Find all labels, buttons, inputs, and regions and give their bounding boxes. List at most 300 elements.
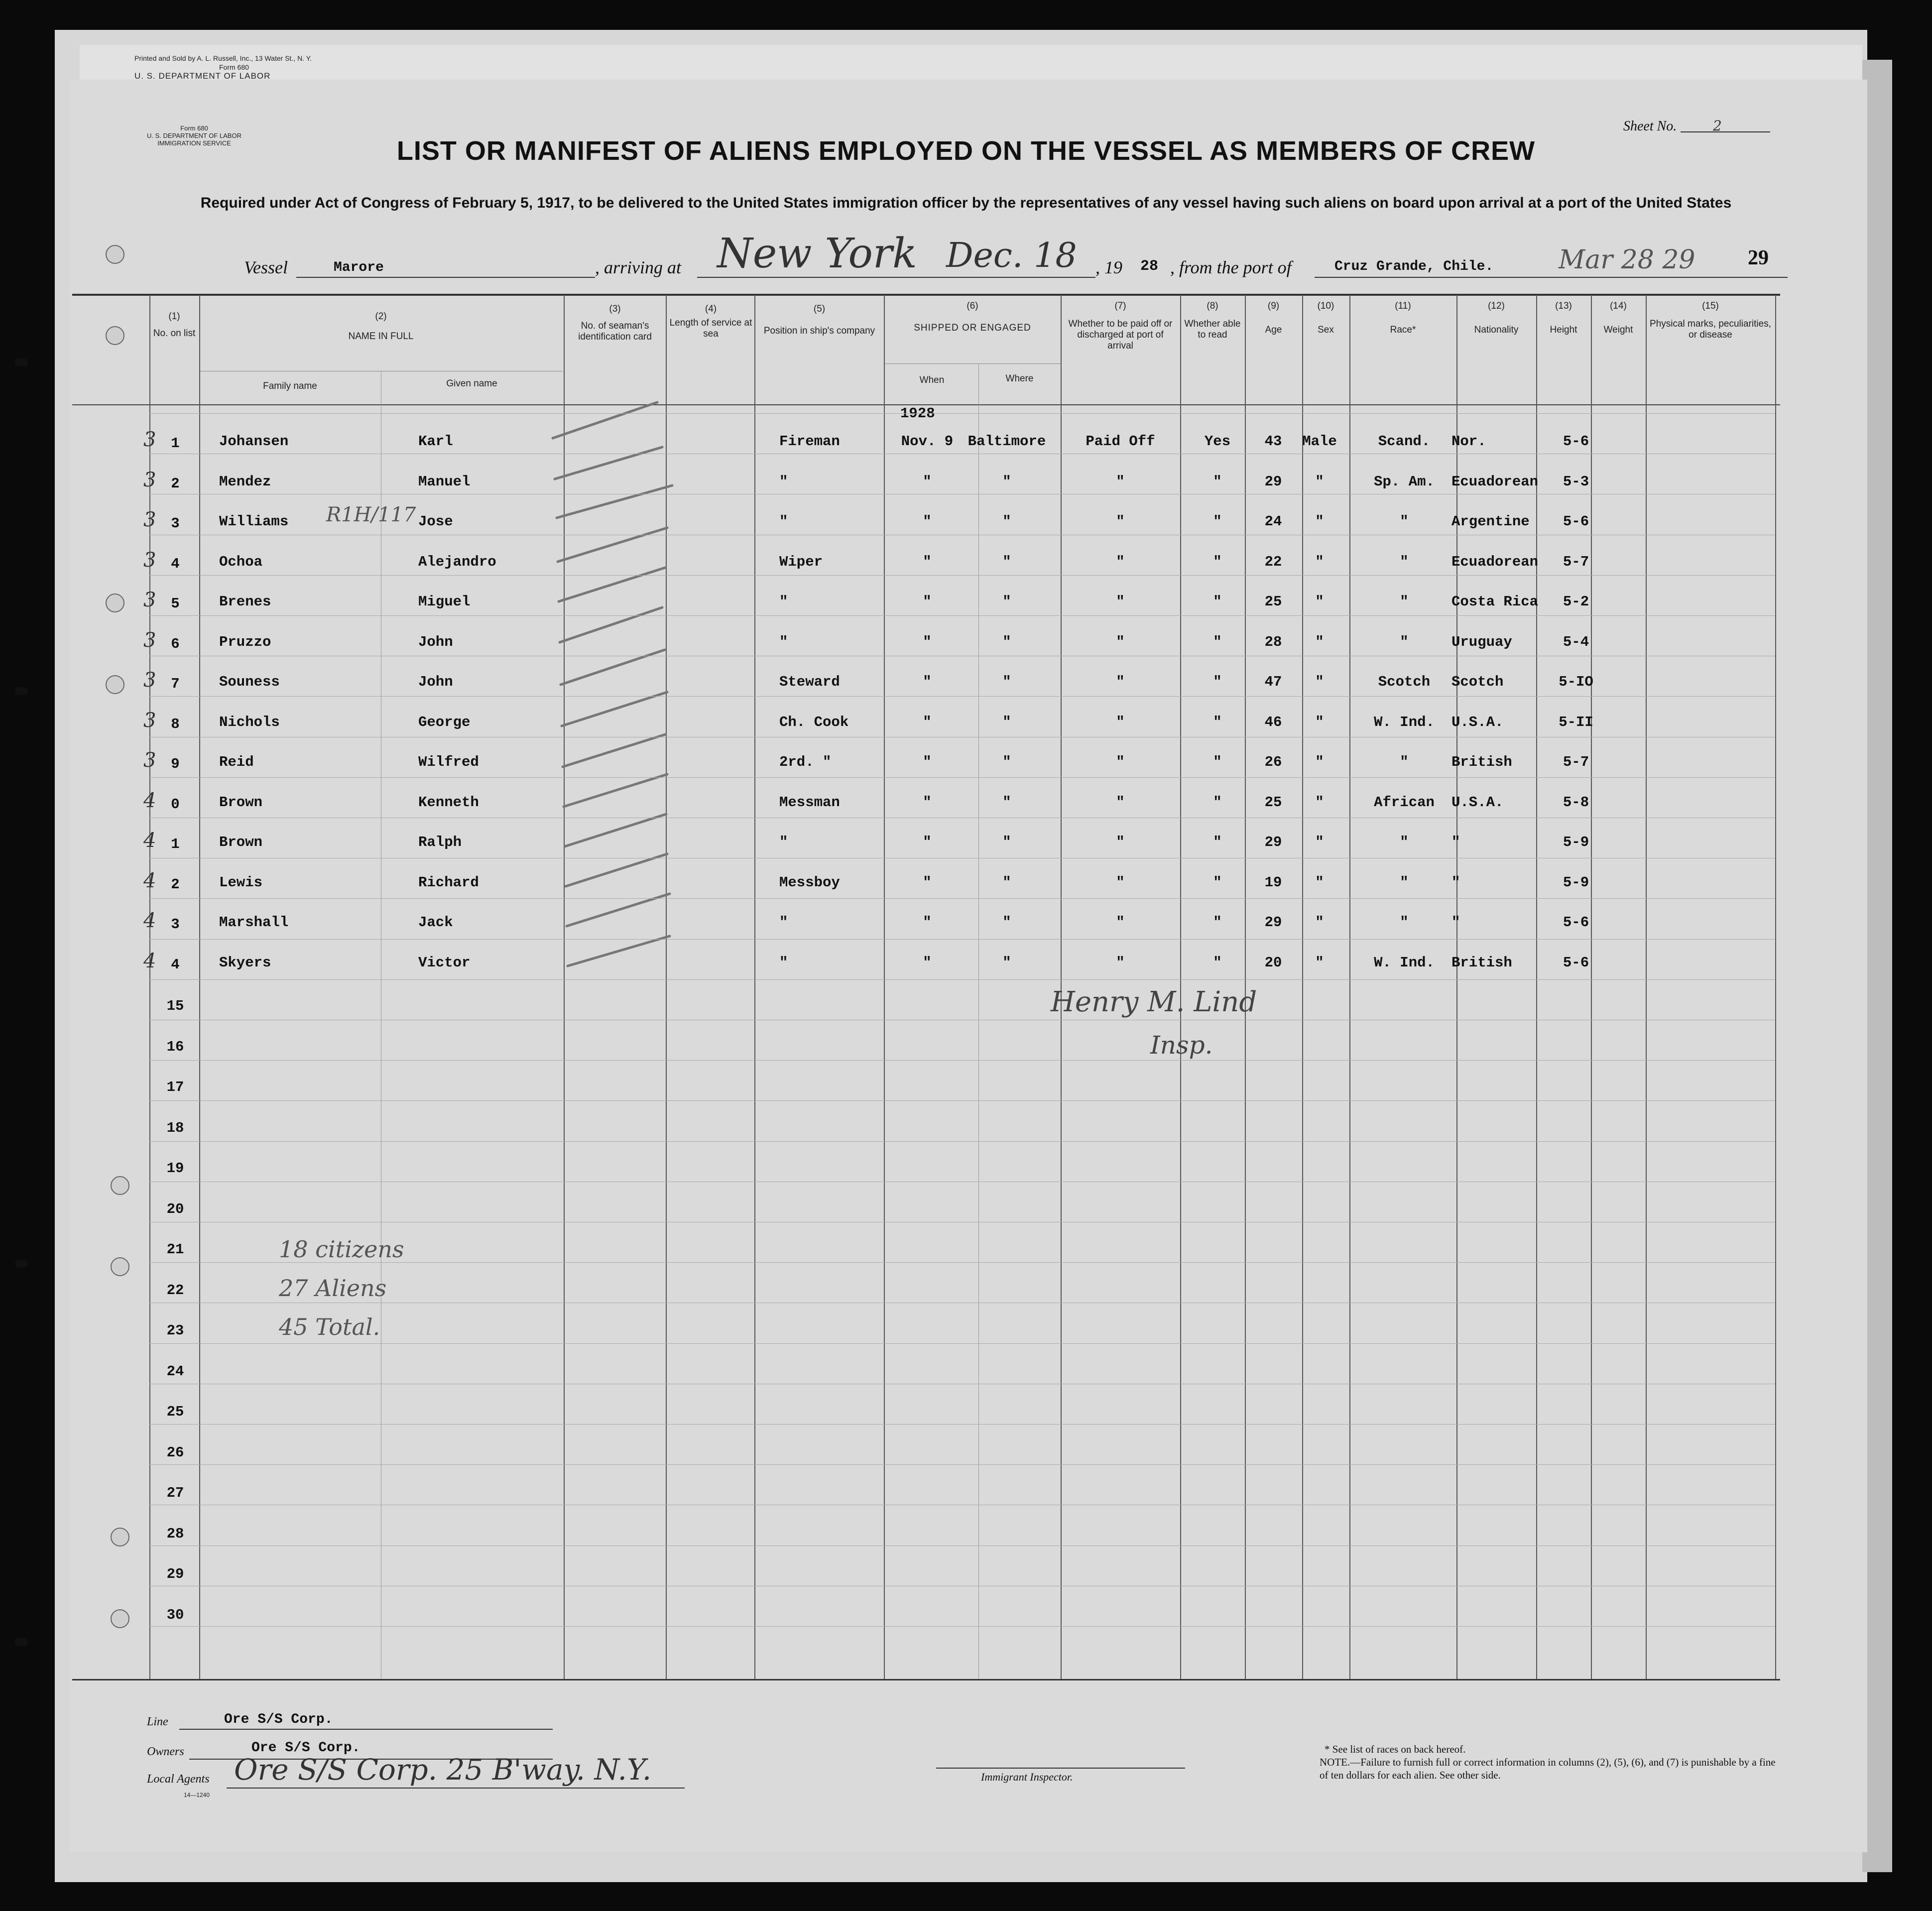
position-cell: Steward bbox=[779, 674, 840, 690]
shipped-when-cell: " bbox=[923, 754, 932, 770]
col-4-header: (4) Length of service at sea bbox=[669, 304, 752, 339]
height-cell: 5-6 bbox=[1563, 513, 1589, 530]
race-cell: W. Ind. bbox=[1374, 714, 1435, 730]
position-cell: " bbox=[779, 513, 788, 530]
sex-cell: " bbox=[1315, 954, 1324, 971]
binder-hole bbox=[106, 594, 124, 612]
col-divider bbox=[754, 295, 755, 1679]
row-rule bbox=[149, 979, 1775, 980]
shipped-where-cell: Baltimore bbox=[967, 433, 1046, 450]
age-cell: 47 bbox=[1264, 674, 1282, 690]
row-number-prefix: 3 bbox=[143, 589, 156, 611]
empty-row-number: 23 bbox=[166, 1322, 184, 1339]
year-above-first-row: 1928 bbox=[900, 405, 935, 422]
age-cell: 19 bbox=[1264, 874, 1282, 891]
position-cell: " bbox=[779, 914, 788, 931]
row-number: 4 bbox=[171, 956, 180, 973]
sheet-underline bbox=[1681, 131, 1770, 132]
col-divider bbox=[1591, 295, 1592, 1679]
family-name-cell: Mendez bbox=[219, 473, 271, 490]
nationality-cell: Argentine bbox=[1451, 513, 1530, 530]
empty-row-number: 24 bbox=[166, 1363, 184, 1380]
table-bottom-rule bbox=[72, 1679, 1780, 1680]
row-rule bbox=[149, 939, 1775, 940]
shipped-where-cell: " bbox=[1002, 553, 1011, 570]
line-value: Ore S/S Corp. bbox=[224, 1712, 333, 1727]
form-id-line-3: IMMIGRATION SERVICE bbox=[157, 139, 231, 147]
shipped-when-cell: " bbox=[923, 473, 932, 490]
race-cell: " bbox=[1400, 553, 1409, 570]
height-cell: 5-II bbox=[1559, 714, 1593, 730]
empty-row-number: 19 bbox=[166, 1160, 184, 1177]
col-1-header: (1) No. on list bbox=[153, 311, 196, 339]
col-9-header: (9) Age bbox=[1265, 301, 1282, 335]
binder-hole bbox=[106, 675, 124, 694]
row-number: 7 bbox=[171, 676, 180, 692]
printer-line-1: Printed and Sold by A. L. Russell, Inc., 13 Water St., N. Y. bbox=[134, 54, 312, 62]
sex-cell: " bbox=[1315, 914, 1324, 931]
family-name-cell: Johansen bbox=[219, 433, 289, 450]
age-cell: 25 bbox=[1264, 794, 1282, 811]
sex-cell: " bbox=[1315, 754, 1324, 770]
col-6-header: (6) SHIPPED OR ENGAGED bbox=[914, 301, 1031, 333]
given-name-cell: Richard bbox=[418, 874, 479, 891]
race-cell: Scotch bbox=[1378, 674, 1431, 690]
arrival-annotation: Mar 28 29 bbox=[1559, 245, 1695, 275]
empty-row-number: 18 bbox=[166, 1119, 184, 1136]
binder-notch bbox=[15, 1638, 28, 1646]
col-divider bbox=[149, 295, 150, 1679]
position-cell: Fireman bbox=[779, 433, 840, 450]
row-number-prefix: 4 bbox=[143, 949, 156, 972]
given-name-cell: Ralph bbox=[418, 834, 462, 850]
paid-off-cell: " bbox=[1116, 714, 1125, 730]
where-subheader: Where bbox=[1005, 373, 1034, 384]
shipped-where-cell: " bbox=[1002, 473, 1011, 490]
row-number: 1 bbox=[171, 836, 180, 852]
able-to-read-cell: " bbox=[1213, 633, 1222, 650]
vessel-label: Vessel bbox=[244, 257, 288, 277]
row-number-prefix: 4 bbox=[143, 829, 156, 852]
age-cell: 22 bbox=[1264, 553, 1282, 570]
race-cell: " bbox=[1400, 754, 1409, 770]
empty-row-number: 28 bbox=[166, 1525, 184, 1542]
family-name-cell: Ochoa bbox=[219, 553, 263, 570]
line-label: Line bbox=[147, 1715, 168, 1728]
checkmark-slashes bbox=[548, 393, 707, 981]
col-11-header: (11) Race* bbox=[1390, 301, 1416, 335]
from-underline bbox=[1315, 277, 1788, 278]
row-number-prefix: 3 bbox=[143, 669, 156, 692]
race-cell: " bbox=[1400, 633, 1409, 650]
empty-row-number: 25 bbox=[166, 1404, 184, 1420]
position-cell: " bbox=[779, 594, 788, 610]
from-label: , from the port of bbox=[1170, 257, 1292, 277]
shipped-where-cell: " bbox=[1002, 594, 1011, 610]
height-cell: 5-2 bbox=[1563, 594, 1589, 610]
shipped-where-cell: " bbox=[1002, 674, 1011, 690]
nationality-cell: Scotch bbox=[1451, 674, 1504, 690]
able-to-read-cell: " bbox=[1213, 473, 1222, 490]
paid-off-cell: " bbox=[1116, 633, 1125, 650]
shipped-subheader-rule bbox=[884, 363, 1061, 364]
when-subheader: When bbox=[919, 375, 945, 385]
height-cell: 5-7 bbox=[1563, 553, 1589, 570]
position-cell: " bbox=[779, 633, 788, 650]
family-name-cell: Lewis bbox=[219, 874, 263, 891]
paid-off-cell: " bbox=[1116, 954, 1125, 971]
tally-aliens: 27 Aliens bbox=[279, 1275, 387, 1302]
given-name-cell: George bbox=[418, 714, 471, 730]
position-cell: " bbox=[779, 473, 788, 490]
tally-citizens: 18 citizens bbox=[279, 1236, 404, 1263]
col-divider bbox=[1349, 295, 1350, 1679]
row-rule bbox=[149, 1343, 1775, 1344]
col-5-header: (5) Position in ship's company bbox=[763, 304, 875, 336]
nationality-cell: " bbox=[1451, 914, 1460, 931]
given-name-cell: Miguel bbox=[418, 594, 471, 610]
handwritten-note: R1H/117 bbox=[326, 503, 416, 526]
empty-row-number: 29 bbox=[166, 1566, 184, 1582]
family-name-cell: Nichols bbox=[219, 714, 280, 730]
able-to-read-cell: " bbox=[1213, 914, 1222, 931]
col-divider bbox=[1302, 295, 1303, 1679]
shipped-where-cell: " bbox=[1002, 834, 1011, 850]
race-cell: African bbox=[1374, 794, 1435, 811]
form-id-line-2: U. S. DEPARTMENT OF LABOR bbox=[147, 132, 242, 139]
height-cell: 5-6 bbox=[1563, 433, 1589, 450]
family-name-cell: Reid bbox=[219, 754, 254, 770]
height-cell: 5-6 bbox=[1563, 914, 1589, 931]
row-rule bbox=[149, 1262, 1775, 1263]
shipped-where-cell: " bbox=[1002, 914, 1011, 931]
age-cell: 20 bbox=[1264, 954, 1282, 971]
height-cell: 5-9 bbox=[1563, 874, 1589, 891]
family-name-cell: Williams bbox=[219, 513, 289, 530]
binder-hole bbox=[111, 1609, 129, 1628]
height-cell: 5-6 bbox=[1563, 954, 1589, 971]
binder-hole bbox=[106, 326, 124, 345]
inspector-signature: Henry M. Lind bbox=[1051, 986, 1257, 1018]
height-cell: 5-IO bbox=[1559, 674, 1593, 690]
row-number: 6 bbox=[171, 635, 180, 652]
from-port: Cruz Grande, Chile. bbox=[1334, 259, 1494, 274]
line-underline bbox=[179, 1729, 553, 1730]
shipped-when-cell: " bbox=[923, 834, 932, 850]
binder-hole bbox=[111, 1176, 129, 1195]
row-number: 9 bbox=[171, 756, 180, 772]
binder-hole bbox=[106, 245, 124, 264]
shipped-where-cell: " bbox=[1002, 714, 1011, 730]
sex-cell: " bbox=[1315, 834, 1324, 850]
agents-label: Local Agents bbox=[147, 1773, 210, 1786]
row-number: 4 bbox=[171, 555, 180, 572]
row-number: 3 bbox=[171, 916, 180, 933]
height-cell: 5-7 bbox=[1563, 754, 1589, 770]
able-to-read-cell: " bbox=[1213, 834, 1222, 850]
nationality-cell: British bbox=[1451, 954, 1512, 971]
col-divider bbox=[1536, 295, 1537, 1679]
age-cell: 26 bbox=[1264, 754, 1282, 770]
given-name-cell: Wilfred bbox=[418, 754, 479, 770]
inspector-underline bbox=[936, 1768, 1185, 1769]
row-rule bbox=[149, 413, 1775, 414]
age-cell: 24 bbox=[1264, 513, 1282, 530]
position-cell: Messboy bbox=[779, 874, 840, 891]
empty-row-number: 22 bbox=[166, 1282, 184, 1299]
row-rule bbox=[149, 1464, 1775, 1465]
page-subtitle: Required under Act of Congress of February 5, 1917, to be delivered to the United States immigration officer by the representatives of any vessel having such aliens on board upon arrival at a port of the United States bbox=[200, 195, 1732, 211]
shipped-when-cell: " bbox=[923, 874, 932, 891]
row-rule bbox=[149, 1100, 1775, 1101]
given-name-cell: Jack bbox=[418, 914, 453, 931]
able-to-read-cell: " bbox=[1213, 553, 1222, 570]
position-cell: Ch. Cook bbox=[779, 714, 849, 730]
row-number: 8 bbox=[171, 716, 180, 732]
nationality-cell: Costa Rica bbox=[1451, 594, 1539, 610]
col-2-header: (2) NAME IN FULL bbox=[348, 311, 414, 342]
age-cell: 25 bbox=[1264, 594, 1282, 610]
age-cell: 29 bbox=[1264, 834, 1282, 850]
able-to-read-cell: " bbox=[1213, 513, 1222, 530]
shipped-where-cell: " bbox=[1002, 633, 1011, 650]
year-value: 28 bbox=[1140, 258, 1159, 275]
printer-line-2: Form 680 bbox=[219, 63, 249, 71]
paid-off-cell: " bbox=[1116, 473, 1125, 490]
able-to-read-cell: " bbox=[1213, 714, 1222, 730]
nationality-cell: U.S.A. bbox=[1451, 714, 1504, 730]
row-number-prefix: 4 bbox=[143, 789, 156, 812]
shipped-where-cell: " bbox=[1002, 954, 1011, 971]
paid-off-cell: " bbox=[1116, 794, 1125, 811]
sex-cell: Male bbox=[1302, 433, 1337, 450]
agents-value: Ore S/S Corp. 25 B'way. N.Y. bbox=[234, 1753, 652, 1787]
arrival-date: Dec. 18 bbox=[946, 236, 1077, 275]
printer-line-3: U. S. DEPARTMENT OF LABOR bbox=[134, 71, 271, 81]
page-title: LIST OR MANIFEST OF ALIENS EMPLOYED ON THE VESSEL AS MEMBERS OF CREW bbox=[396, 136, 1536, 166]
empty-row-number: 26 bbox=[166, 1444, 184, 1461]
given-name-cell: Manuel bbox=[418, 473, 471, 490]
able-to-read-cell: " bbox=[1213, 594, 1222, 610]
shipped-where-cell: " bbox=[1002, 794, 1011, 811]
position-cell: " bbox=[779, 954, 788, 971]
footer-note-races: * See list of races on back hereof. bbox=[1325, 1743, 1466, 1755]
nationality-cell: Nor. bbox=[1451, 433, 1486, 450]
owners-value: Ore S/S Corp. bbox=[251, 1740, 361, 1756]
year-prefix: , 19 bbox=[1095, 257, 1122, 277]
able-to-read-cell: " bbox=[1213, 954, 1222, 971]
inspector-label: Immigrant Inspector. bbox=[981, 1771, 1073, 1783]
row-number: 2 bbox=[171, 475, 180, 492]
row-rule bbox=[149, 575, 1775, 576]
family-name-cell: Marshall bbox=[219, 914, 289, 931]
empty-row-number: 21 bbox=[166, 1241, 184, 1258]
arrival-port: New York bbox=[717, 230, 917, 277]
race-cell: " bbox=[1400, 594, 1409, 610]
empty-row-number: 27 bbox=[166, 1485, 184, 1501]
row-number-prefix: 3 bbox=[143, 548, 156, 572]
vessel-name: Marore bbox=[334, 260, 384, 275]
shipped-when-cell: " bbox=[923, 553, 932, 570]
owners-label: Owners bbox=[147, 1745, 184, 1758]
col-3-header: (3) No. of seaman's identification card bbox=[578, 304, 652, 342]
sheet-label: Sheet No. bbox=[1623, 119, 1677, 134]
given-name-cell: Victor bbox=[418, 954, 471, 971]
row-rule bbox=[149, 1060, 1775, 1061]
race-cell: " bbox=[1400, 513, 1409, 530]
sex-cell: " bbox=[1315, 714, 1324, 730]
agents-underline bbox=[227, 1788, 685, 1789]
paid-off-cell: " bbox=[1116, 874, 1125, 891]
sex-cell: " bbox=[1315, 633, 1324, 650]
row-rule bbox=[149, 615, 1775, 616]
shipped-when-cell: " bbox=[923, 594, 932, 610]
sex-cell: " bbox=[1315, 674, 1324, 690]
family-name-cell: Souness bbox=[219, 674, 280, 690]
empty-row-number: 15 bbox=[166, 998, 184, 1014]
col-15-header: (15) Physical marks, peculiarities, or disease bbox=[1650, 301, 1771, 340]
col-14-header: (14) Weight bbox=[1603, 301, 1633, 335]
shipped-when-cell: Nov. 9 bbox=[901, 433, 954, 450]
vessel-underline bbox=[296, 277, 595, 278]
col-13-header: (13) Height bbox=[1550, 301, 1577, 335]
nationality-cell: U.S.A. bbox=[1451, 794, 1504, 811]
row-number: 5 bbox=[171, 596, 180, 612]
shipped-when-cell: " bbox=[923, 513, 932, 530]
shipped-when-cell: " bbox=[923, 794, 932, 811]
paid-off-cell: " bbox=[1116, 914, 1125, 931]
age-cell: 29 bbox=[1264, 473, 1282, 490]
empty-row-number: 30 bbox=[166, 1606, 184, 1623]
position-cell: 2rd. " bbox=[779, 754, 832, 770]
height-cell: 5-9 bbox=[1563, 834, 1589, 850]
nationality-cell: " bbox=[1451, 874, 1460, 891]
race-cell: " bbox=[1400, 914, 1409, 931]
sex-cell: " bbox=[1315, 874, 1324, 891]
row-rule bbox=[149, 696, 1775, 697]
paid-off-cell: " bbox=[1116, 594, 1125, 610]
row-number-prefix: 3 bbox=[143, 428, 156, 451]
shipped-when-cell: " bbox=[923, 714, 932, 730]
shipped-when-cell: " bbox=[923, 633, 932, 650]
col-divider bbox=[884, 295, 885, 1679]
race-cell: Sp. Am. bbox=[1374, 473, 1435, 490]
row-rule bbox=[149, 1424, 1775, 1425]
crew-tally bbox=[279, 1230, 404, 1346]
corner-number: 29 bbox=[1748, 246, 1769, 269]
given-name-cell: John bbox=[418, 674, 453, 690]
row-number-prefix: 4 bbox=[143, 909, 156, 932]
row-rule bbox=[149, 1141, 1775, 1142]
nationality-cell: Ecuadorean bbox=[1451, 553, 1539, 570]
binder-notch bbox=[15, 358, 28, 366]
family-name-cell: Brown bbox=[219, 834, 263, 850]
nationality-cell: " bbox=[1451, 834, 1460, 850]
shipped-when-cell: " bbox=[923, 674, 932, 690]
height-cell: 5-8 bbox=[1563, 794, 1589, 811]
able-to-read-cell: " bbox=[1213, 874, 1222, 891]
given-name-cell: John bbox=[418, 633, 453, 650]
col-divider bbox=[1775, 295, 1776, 1679]
given-name-subheader: Given name bbox=[446, 378, 497, 389]
binder-hole bbox=[111, 1257, 129, 1276]
row-number-prefix: 3 bbox=[143, 508, 156, 531]
race-cell: " bbox=[1400, 834, 1409, 850]
printer-info bbox=[134, 54, 443, 81]
row-number: 0 bbox=[171, 796, 180, 813]
binder-notch bbox=[15, 1260, 28, 1268]
row-number: 2 bbox=[171, 876, 180, 893]
given-name-cell: Karl bbox=[418, 433, 453, 450]
col-10-header: (10) Sex bbox=[1317, 301, 1334, 335]
race-cell: W. Ind. bbox=[1374, 954, 1435, 971]
sex-cell: " bbox=[1315, 473, 1324, 490]
row-number-prefix: 3 bbox=[143, 468, 156, 491]
age-cell: 43 bbox=[1264, 433, 1282, 450]
nationality-cell: British bbox=[1451, 754, 1512, 770]
given-name-cell: Jose bbox=[418, 513, 453, 530]
arriving-label: , arriving at bbox=[595, 257, 682, 277]
shipped-when-cell: " bbox=[923, 954, 932, 971]
paid-off-cell: Paid Off bbox=[1086, 433, 1155, 450]
family-name-cell: Brown bbox=[219, 794, 263, 811]
row-rule bbox=[149, 898, 1775, 899]
shipped-where-cell: " bbox=[1002, 513, 1011, 530]
race-cell: " bbox=[1400, 874, 1409, 891]
col-7-header: (7) Whether to be paid off or discharged at port of arrival bbox=[1068, 301, 1173, 351]
form-id-line-1: Form 680 bbox=[180, 124, 208, 132]
col-divider bbox=[1456, 295, 1457, 1679]
nationality-cell: Uruguay bbox=[1451, 633, 1512, 650]
family-name-cell: Pruzzo bbox=[219, 633, 271, 650]
binder-hole bbox=[111, 1528, 129, 1547]
able-to-read-cell: Yes bbox=[1204, 433, 1231, 450]
paid-off-cell: " bbox=[1116, 553, 1125, 570]
col-divider bbox=[199, 295, 200, 1679]
height-cell: 5-3 bbox=[1563, 473, 1589, 490]
family-name-cell: Skyers bbox=[219, 954, 271, 971]
sex-cell: " bbox=[1315, 794, 1324, 811]
sex-cell: " bbox=[1315, 594, 1324, 610]
paid-off-cell: " bbox=[1116, 834, 1125, 850]
row-rule bbox=[149, 1626, 1775, 1627]
height-cell: 5-4 bbox=[1563, 633, 1589, 650]
tally-total: 45 Total. bbox=[279, 1314, 380, 1340]
position-cell: Messman bbox=[779, 794, 840, 811]
sex-cell: " bbox=[1315, 513, 1324, 530]
family-name-subheader: Family name bbox=[263, 381, 317, 391]
race-cell: Scand. bbox=[1378, 433, 1431, 450]
row-number-prefix: 3 bbox=[143, 709, 156, 732]
age-cell: 46 bbox=[1264, 714, 1282, 730]
given-name-cell: Alejandro bbox=[418, 553, 496, 570]
form-code: 14—1240 bbox=[183, 1792, 210, 1798]
able-to-read-cell: " bbox=[1213, 794, 1222, 811]
footer-note-penalty: NOTE.—Failure to furnish full or correct information in columns (2), (5), (6), and (7) is punishable by a fine of ten dollars for each alien. See other side. bbox=[1320, 1756, 1776, 1781]
empty-row-number: 17 bbox=[166, 1079, 184, 1095]
paid-off-cell: " bbox=[1116, 754, 1125, 770]
empty-row-number: 16 bbox=[166, 1038, 184, 1055]
row-number-prefix: 3 bbox=[143, 749, 156, 772]
binder-notch bbox=[15, 687, 28, 695]
age-cell: 28 bbox=[1264, 633, 1282, 650]
footer-notes bbox=[1320, 1743, 1783, 1782]
row-number: 1 bbox=[171, 435, 180, 452]
inspector-signature-title: Insp. bbox=[1150, 1031, 1213, 1060]
row-rule bbox=[149, 777, 1775, 778]
family-name-cell: Brenes bbox=[219, 594, 271, 610]
col-12-header: (12) Nationality bbox=[1474, 301, 1519, 335]
